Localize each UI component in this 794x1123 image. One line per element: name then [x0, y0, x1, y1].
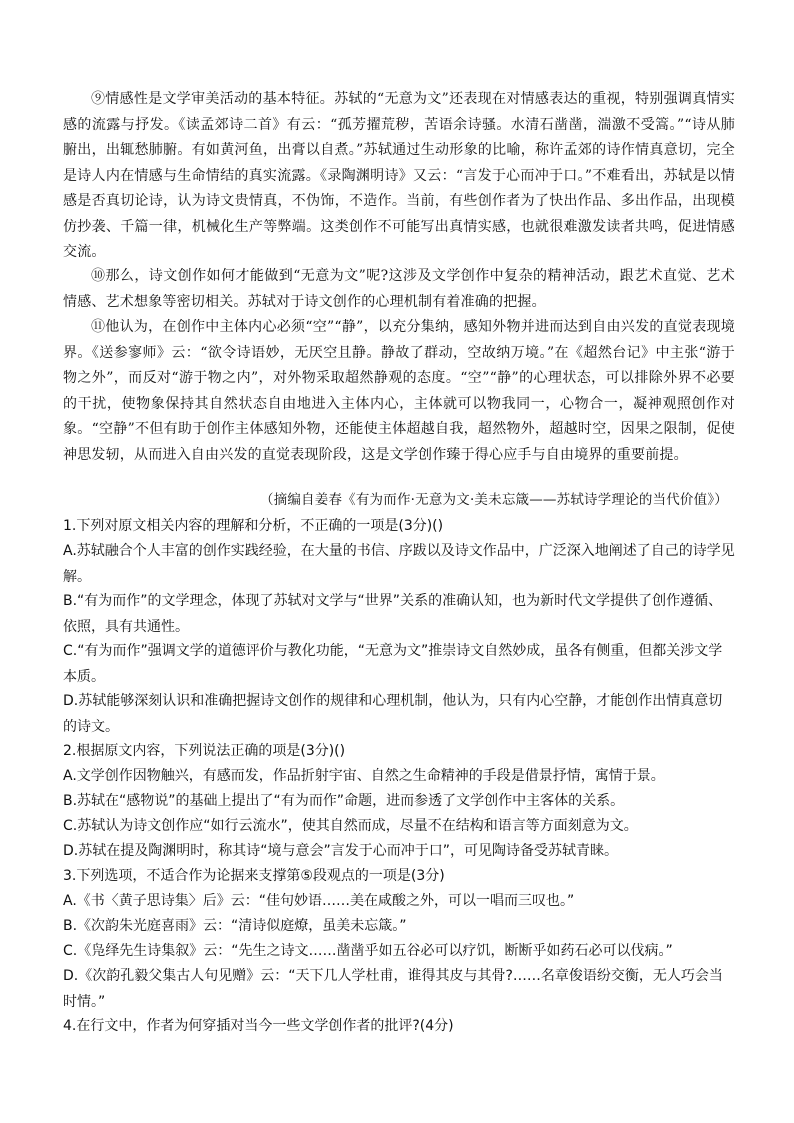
question-2-option-b: B.苏轼在“感物说”的基础上提出了“有为而作”命题，进而参透了文学创作中主客体的关系。: [63, 793, 625, 809]
source-citation: （摘编自姜春《有为而作·无意为文·美未忘箴——苏轼诗学理论的当代价值》）: [259, 492, 728, 508]
paragraph-11: ⑪他认为，在创作中主体内心必须“空”“静”，以充分集纳，感知外物并进而达到自由兴发的直觉表现境界。《送参寥师》云：“欲令诗语妙，无厌空且静。静故了群动，空故纳万境。”在《超然台记》中主张“游于物之外”，而反对“游于物之内”，对外物采取超然静观的态度。“空”“静”的心理状态，可以排除外界不必要的干扰，使物象保持其自然状态自由地进入主体内心，主体就可以物我同一，心物合一，凝神观照创作对象。“空静”不但有助于创作主体感知外物，还能使主体超越自我，超然物外，超越时空，因果之限制，促使神思发轫，从而进入自由兴发的直觉表现阶段，这是文学创作臻于得心应手与自由境界的重要前提。: [63, 319, 735, 463]
question-2-option-c: C.苏轼认为诗文创作应“如行云流水”，使其自然而成，尽量不在结构和语言等方面刻意为文。: [63, 818, 638, 834]
question-1-stem: 1.下列对原文相关内容的理解和分析，不正确的一项是(3分)(): [63, 518, 444, 534]
question-2-option-d: D.苏轼在提及陶渊明时，称其诗“境与意会”言发于心而冲于口”，可见陶诗备受苏轼青睐。: [63, 843, 618, 859]
question-1-option-b: B.“有为而作”的文学理念，体现了苏轼对文学与“世界”关系的准确认知，也为新时代文学提供了创作遵循、依照，具有共通性。: [63, 593, 723, 635]
question-3-option-d: D.《次韵孔毅父集古人句见赠》云：“天下几人学杜甫，谁得其皮与其骨?……名章俊语纷交衡，无人巧会当时情。”: [63, 968, 723, 1010]
question-2-stem: 2.根据原文内容，下列说法正确的项是(3分)(): [63, 743, 346, 759]
question-1-option-a: A.苏轼融合个人丰富的创作实践经验，在大量的书信、序跋以及诗文作品中，广泛深入地阐述了自己的诗学见解。: [63, 543, 735, 585]
question-1-option-d: D.苏轼能够深刻认识和准确把握诗文创作的规律和心理机制，他认为，只有内心空静，才能创作出情真意切的诗文。: [63, 693, 723, 735]
paragraph-10: ⑩那么，诗文创作如何才能做到“无意为文”呢?这涉及文学创作中复杂的精神活动，跟艺术直觉、艺术情感、艺术想象等密切相关。苏轼对于诗文创作的心理机制有着准确的把握。: [63, 268, 735, 310]
paragraph-9: ⑨情感性是文学审美活动的基本特征。苏轼的“无意为文”还表现在对情感表达的重视，特别强调真情实感的流露与抒发。《读孟郊诗二首》有云：“孤芳擢荒秽，苦语余诗骚。水清石凿凿，湍激不受篙。”“诗从肺腑出，出辄愁肺腑。有如黄河鱼，出膏以自煮。”苏轼通过生动形象的比喻，称许孟郊的诗作情真意切，完全是诗人内在情感与生命情结的真实流露。《录陶渊明诗》又云：“言发于心而冲于口。”不难看出，苏轼是以情感是否真切论诗，认为诗文贵情真，不伪饰，不造作。当前，有些创作者为了快出作品、多出作品，出现模仿抄袭、千篇一律，机械化生产等弊端。这类创作不可能写出真情实感，也就很难激发读者共鸣，促进情感交流。: [63, 91, 735, 260]
question-3-option-a: A.《书〈黄子思诗集〉后》云：“佳句妙语……美在咸酸之外，可以一唱而三叹也。”: [63, 893, 575, 909]
question-3-stem: 3.下列选项，不适合作为论据来支撑第⑤段观点的一项是(3分): [63, 868, 445, 884]
question-2-option-a: A.文学创作因物触兴，有感而发，作品折射宇宙、自然之生命精神的手段是借景抒情，寓情于景。: [63, 768, 665, 784]
question-1-option-c: C.“有为而作”强调文学的道德评价与教化功能，“无意为文”推崇诗文自然妙成，虽各有侧重，但都关涉文学本质。: [63, 643, 723, 685]
question-3-option-c: C.《凫绎先生诗集叙》云：“先生之诗文……凿凿乎如五谷必可以疗饥，断断乎如药石必可以伐病。”: [63, 943, 673, 959]
question-3-option-b: B.《次韵朱光庭喜雨》云：“清诗似庭燎，虽美未忘箴。”: [63, 918, 407, 934]
question-4-stem: 4.在行文中，作者为何穿插对当今一些文学创作者的批评?(4分): [63, 1018, 454, 1034]
